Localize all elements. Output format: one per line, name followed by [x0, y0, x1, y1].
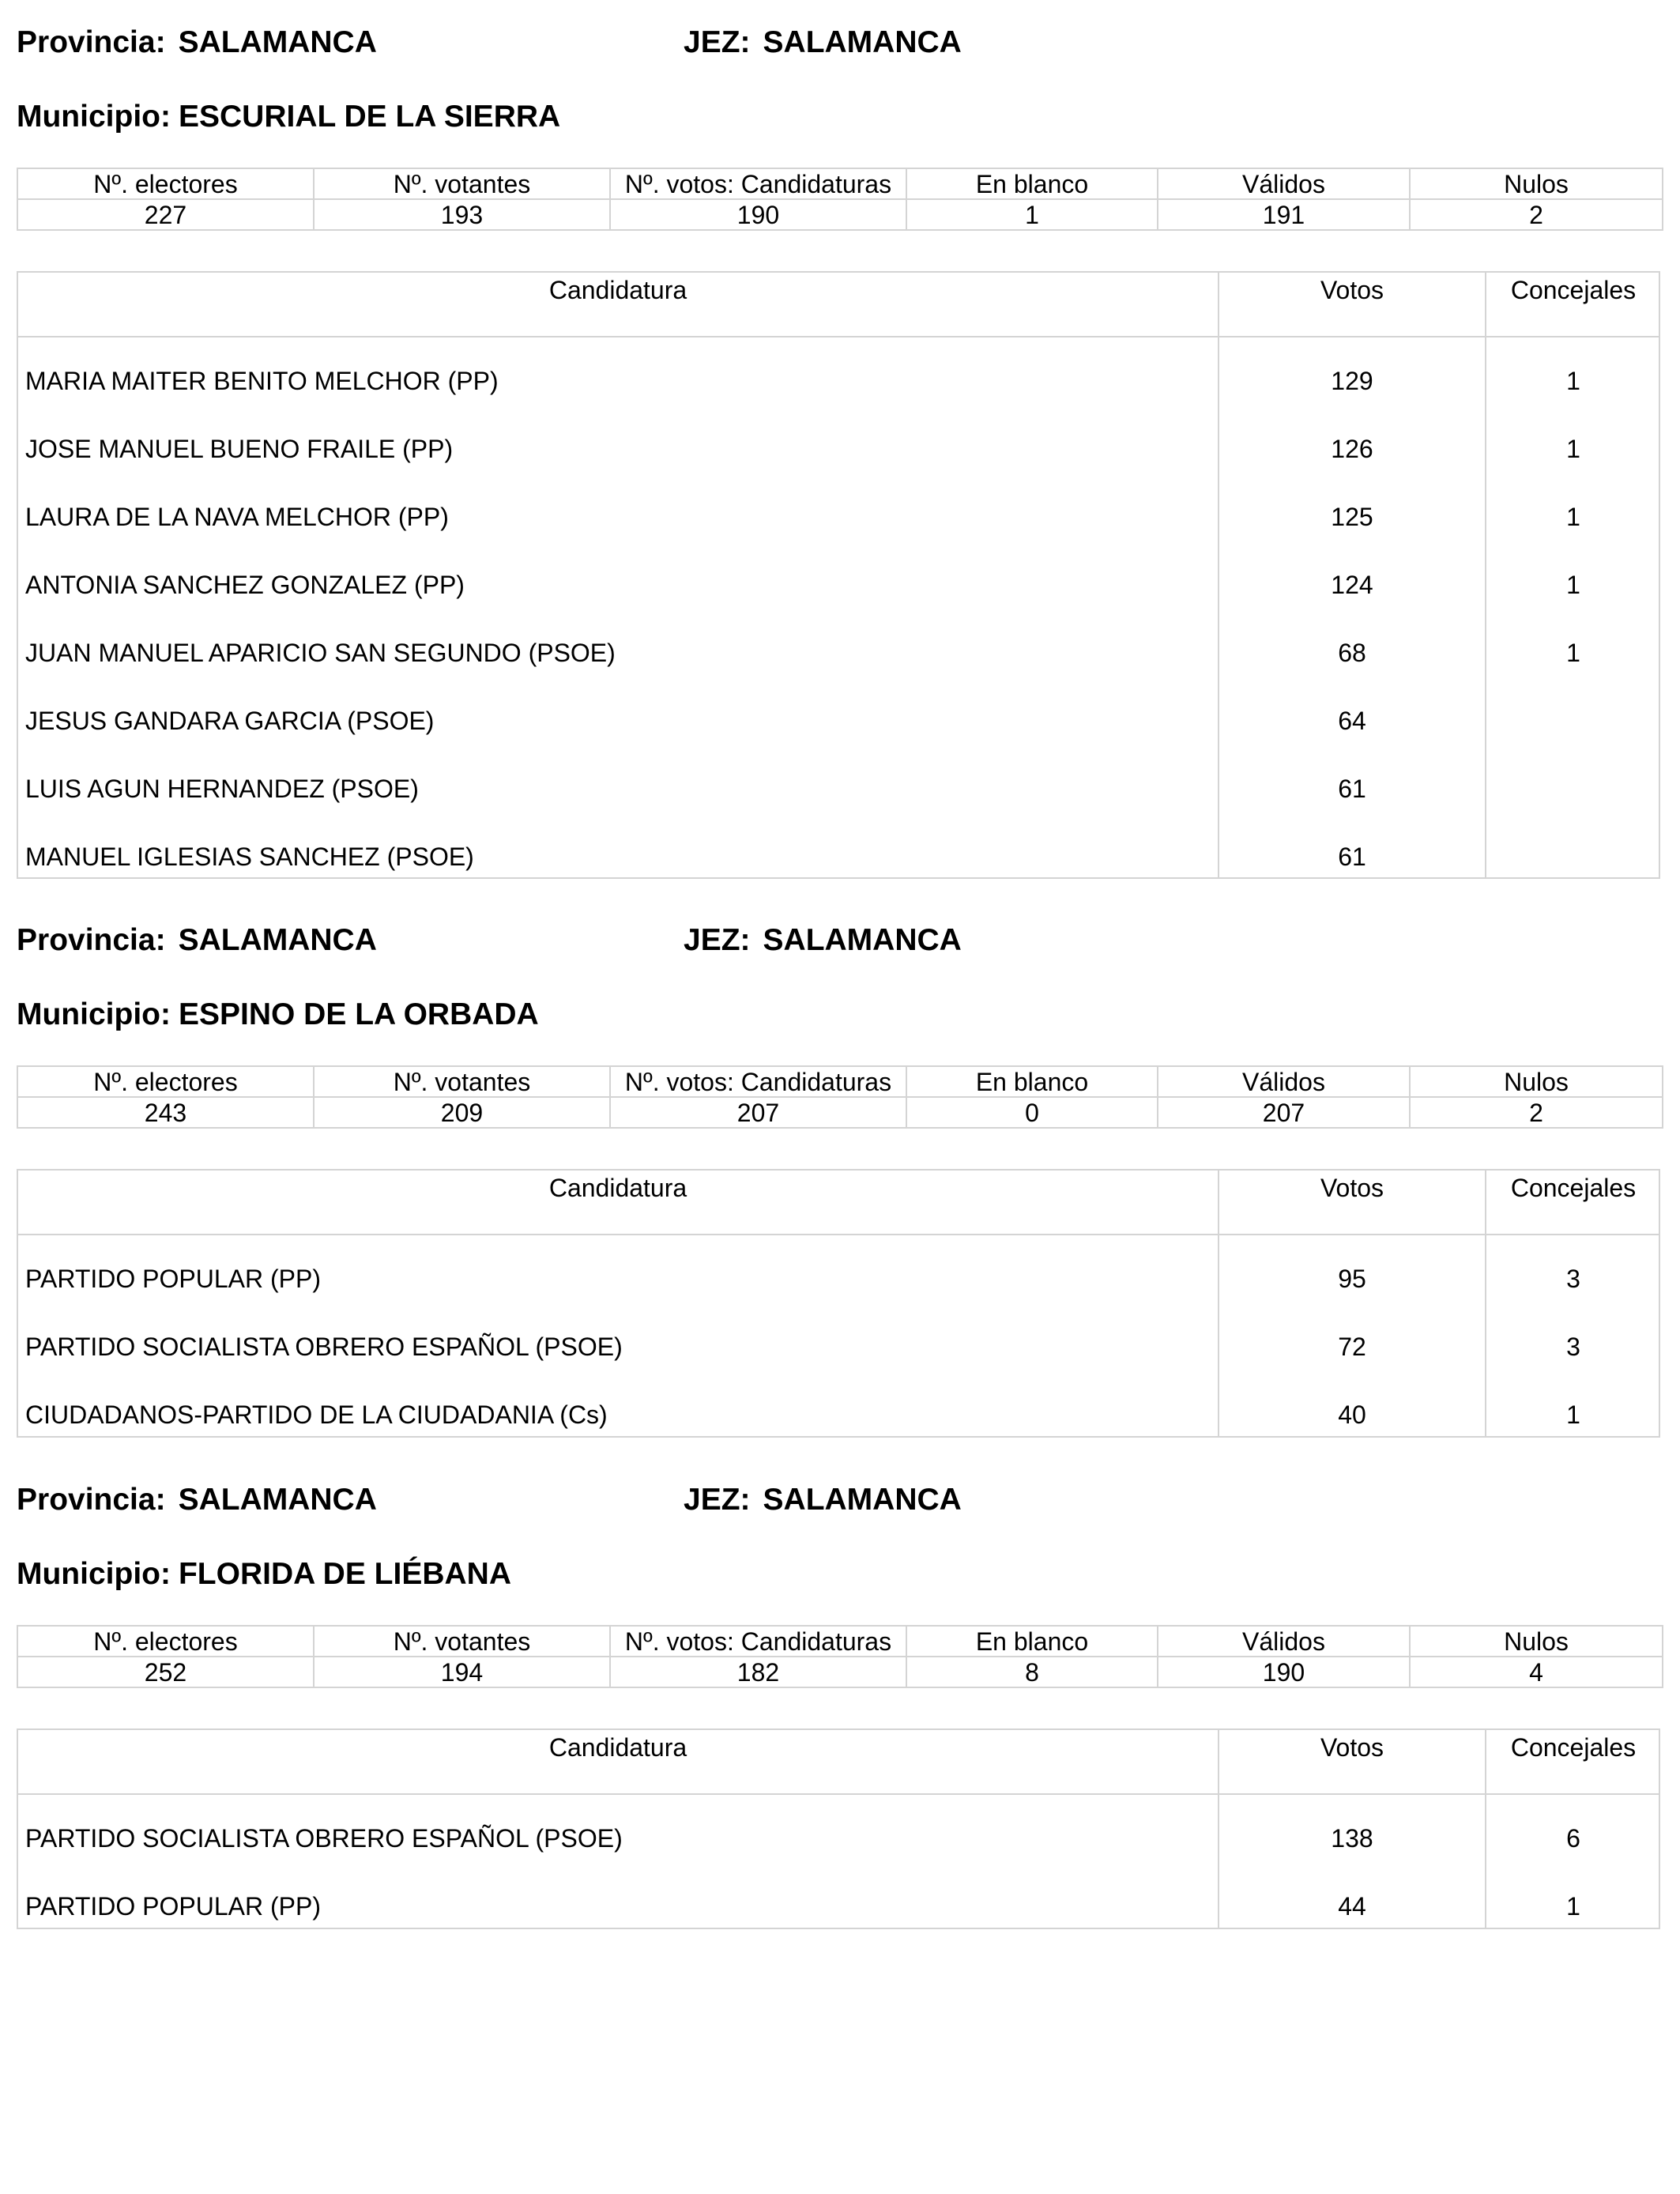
jez-line — [684, 923, 962, 958]
value-nulos: 2 — [1410, 1097, 1663, 1128]
candidate-row — [18, 754, 1659, 822]
value-nulos: 4 — [1410, 1657, 1663, 1687]
header-concejales: Concejales — [1510, 276, 1637, 304]
jez-label: JEZ: — [684, 1483, 751, 1517]
value-votantes: 194 — [314, 1657, 610, 1687]
candidate-concejales: 1 — [1566, 1892, 1580, 1921]
provincia-label: Provincia: — [17, 1483, 166, 1517]
jez-line — [684, 25, 962, 60]
candidate-name: PARTIDO SOCIALISTA OBRERO ESPAÑOL (PSOE) — [25, 1333, 623, 1361]
candidate-concejales: 3 — [1566, 1333, 1580, 1361]
candidate-votes: 61 — [1338, 843, 1366, 871]
header-en-blanco: En blanco — [906, 1066, 1158, 1097]
summary-header-row — [17, 1066, 1663, 1097]
candidate-votes: 72 — [1338, 1333, 1366, 1361]
header-en-blanco: En blanco — [906, 1626, 1158, 1657]
jez-value: SALAMANCA — [763, 25, 962, 59]
header-electores: Nº. electores — [17, 1626, 314, 1657]
value-nulos: 2 — [1410, 199, 1663, 230]
candidate-concejales: 3 — [1566, 1265, 1580, 1293]
jez-value: SALAMANCA — [763, 1483, 962, 1517]
header-electores: Nº. electores — [17, 1066, 314, 1097]
candidate-row — [18, 1872, 1659, 1940]
candidate-row — [18, 1244, 1659, 1312]
header-votos: Votos — [1320, 1174, 1384, 1202]
header-votantes: Nº. votantes — [314, 1066, 610, 1097]
candidate-row — [18, 822, 1659, 890]
provincia-label: Provincia: — [17, 25, 166, 59]
header-concejales: Concejales — [1510, 1733, 1637, 1762]
summary-table — [17, 168, 1663, 231]
candidate-votes: 40 — [1338, 1400, 1366, 1429]
provincia-value: SALAMANCA — [178, 1483, 377, 1517]
candidate-votes: 124 — [1331, 571, 1373, 599]
provincia-line — [17, 25, 377, 60]
candidate-name: PARTIDO POPULAR (PP) — [25, 1265, 321, 1293]
summary-value-row — [17, 1097, 1663, 1128]
candidate-votes: 129 — [1331, 367, 1373, 395]
candidate-name: MARIA MAITER BENITO MELCHOR (PP) — [25, 367, 499, 395]
candidates-table — [17, 271, 1660, 879]
candidate-votes: 138 — [1331, 1824, 1373, 1853]
value-electores: 227 — [17, 199, 314, 230]
header-validos: Válidos — [1158, 168, 1410, 199]
candidate-row — [18, 482, 1659, 550]
jez-label: JEZ: — [684, 923, 751, 957]
header-votos-candidaturas: Nº. votos: Candidaturas — [610, 168, 906, 199]
header-candidatura: Candidatura — [548, 276, 687, 304]
candidate-concejales: 1 — [1566, 571, 1580, 599]
summary-header-row — [17, 168, 1663, 199]
provincia-line — [17, 1483, 377, 1517]
value-en-blanco: 1 — [906, 199, 1158, 230]
header-concejales: Concejales — [1510, 1174, 1637, 1202]
candidate-row — [18, 1804, 1659, 1872]
candidate-row — [18, 618, 1659, 686]
value-votantes: 209 — [314, 1097, 610, 1128]
candidate-row — [18, 1312, 1659, 1380]
municipio-line — [17, 100, 560, 134]
provincia-line — [17, 923, 377, 958]
candidate-row — [18, 414, 1659, 482]
candidate-votes: 126 — [1331, 435, 1373, 463]
candidate-row — [18, 346, 1659, 414]
municipio-label: Municipio: — [17, 1557, 171, 1591]
value-en-blanco: 0 — [906, 1097, 1158, 1128]
value-electores: 243 — [17, 1097, 314, 1128]
value-validos: 207 — [1158, 1097, 1410, 1128]
value-votantes: 193 — [314, 199, 610, 230]
summary-value-row — [17, 199, 1663, 230]
header-candidatura: Candidatura — [548, 1174, 687, 1202]
candidate-name: PARTIDO POPULAR (PP) — [25, 1892, 321, 1921]
candidates-table — [17, 1728, 1660, 1929]
header-electores: Nº. electores — [17, 168, 314, 199]
header-validos: Válidos — [1158, 1066, 1410, 1097]
value-votos-candidaturas: 207 — [610, 1097, 906, 1128]
jez-line — [684, 1483, 962, 1517]
candidate-concejales: 6 — [1566, 1824, 1580, 1853]
header-nulos: Nulos — [1410, 168, 1663, 199]
candidate-name: CIUDADANOS-PARTIDO DE LA CIUDADANIA (Cs) — [25, 1400, 608, 1429]
candidate-votes: 125 — [1331, 503, 1373, 531]
header-nulos: Nulos — [1410, 1066, 1663, 1097]
municipio-line — [17, 997, 539, 1032]
candidate-votes: 95 — [1338, 1265, 1366, 1293]
jez-value: SALAMANCA — [763, 923, 962, 957]
candidate-row — [18, 550, 1659, 618]
summary-value-row — [17, 1657, 1663, 1687]
candidate-name: PARTIDO SOCIALISTA OBRERO ESPAÑOL (PSOE) — [25, 1824, 623, 1853]
value-validos: 191 — [1158, 199, 1410, 230]
value-votos-candidaturas: 182 — [610, 1657, 906, 1687]
header-votos: Votos — [1320, 276, 1384, 304]
header-candidatura: Candidatura — [548, 1733, 687, 1762]
summary-table — [17, 1065, 1663, 1129]
header-nulos: Nulos — [1410, 1626, 1663, 1657]
candidate-name: ANTONIA SANCHEZ GONZALEZ (PP) — [25, 571, 465, 599]
value-electores: 252 — [17, 1657, 314, 1687]
candidate-concejales: 1 — [1566, 367, 1580, 395]
candidate-name: MANUEL IGLESIAS SANCHEZ (PSOE) — [25, 843, 474, 871]
summary-header-row — [17, 1626, 1663, 1657]
candidate-votes: 68 — [1338, 639, 1366, 667]
candidate-name: JOSE MANUEL BUENO FRAILE (PP) — [25, 435, 454, 463]
candidate-name: JUAN MANUEL APARICIO SAN SEGUNDO (PSOE) — [25, 639, 616, 667]
municipio-value: ESCURIAL DE LA SIERRA — [178, 100, 561, 134]
value-validos: 190 — [1158, 1657, 1410, 1687]
header-votos-candidaturas: Nº. votos: Candidaturas — [610, 1066, 906, 1097]
candidate-row — [18, 1380, 1659, 1448]
header-votos: Votos — [1320, 1733, 1384, 1762]
candidate-votes: 64 — [1338, 707, 1366, 735]
header-votantes: Nº. votantes — [314, 168, 610, 199]
header-en-blanco: En blanco — [906, 168, 1158, 199]
summary-table — [17, 1625, 1663, 1688]
value-votos-candidaturas: 190 — [610, 199, 906, 230]
candidate-votes: 44 — [1338, 1892, 1366, 1921]
candidate-name: JESUS GANDARA GARCIA (PSOE) — [25, 707, 435, 735]
jez-label: JEZ: — [684, 25, 751, 59]
candidate-row — [18, 686, 1659, 754]
candidate-concejales: 1 — [1566, 503, 1580, 531]
provincia-value: SALAMANCA — [178, 25, 377, 59]
candidate-concejales: 1 — [1566, 639, 1580, 667]
provincia-value: SALAMANCA — [178, 923, 377, 957]
candidates-table — [17, 1169, 1660, 1438]
candidate-concejales: 1 — [1566, 435, 1580, 463]
municipio-value: FLORIDA DE LIÉBANA — [178, 1557, 512, 1591]
municipio-label: Municipio: — [17, 100, 171, 134]
provincia-label: Provincia: — [17, 923, 166, 957]
candidate-votes: 61 — [1338, 775, 1366, 803]
header-votos-candidaturas: Nº. votos: Candidaturas — [610, 1626, 906, 1657]
municipio-label: Municipio: — [17, 997, 171, 1031]
candidate-name: LAURA DE LA NAVA MELCHOR (PP) — [25, 503, 449, 531]
municipio-line — [17, 1557, 511, 1592]
municipio-value: ESPINO DE LA ORBADA — [178, 997, 539, 1031]
value-en-blanco: 8 — [906, 1657, 1158, 1687]
header-validos: Válidos — [1158, 1626, 1410, 1657]
header-votantes: Nº. votantes — [314, 1626, 610, 1657]
candidate-name: LUIS AGUN HERNANDEZ (PSOE) — [25, 775, 419, 803]
candidate-concejales: 1 — [1566, 1400, 1580, 1429]
